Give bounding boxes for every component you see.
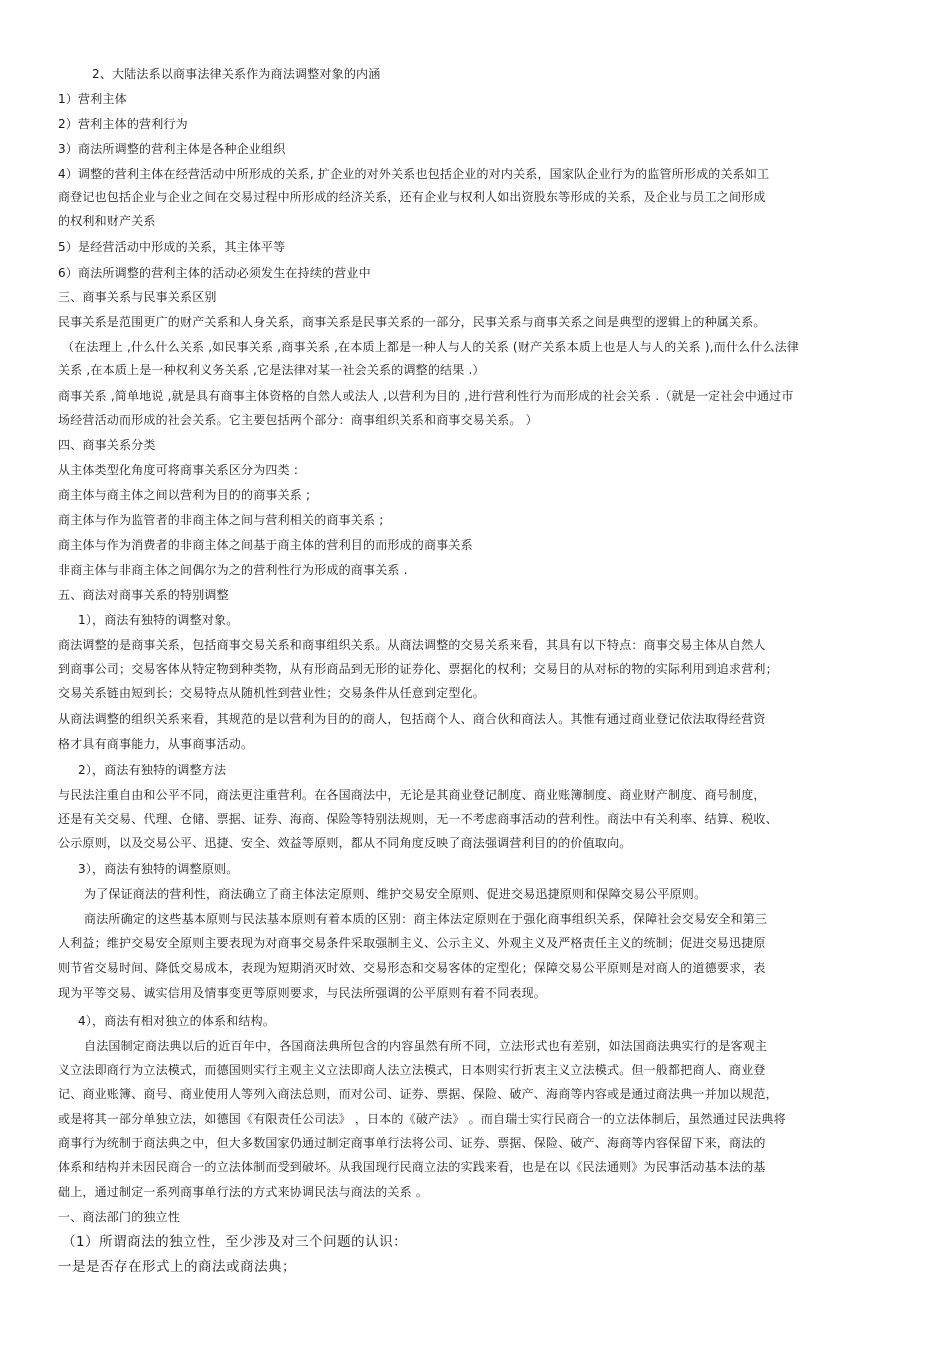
text-line: 商主体与作为消费者的非商主体之间基于商主体的营利目的而形成的商事关系 — [58, 538, 473, 552]
text-line: 2、大陆法系以商事法律关系作为商法调整对象的内涵 — [92, 67, 381, 81]
text-line: 人利益；维护交易安全原则主要表现为对商事交易条件采取强制主义、公示主义、外观主义及严格责任主义的统制；促进交易迅捷原 — [58, 936, 766, 950]
text-line: 从商法调整的组织关系来看，其规范的是以营利为目的的商人，包括商个人、商合伙和商法人。其惟有通过商业登记依法取得经营资 — [58, 712, 766, 726]
text-line: 础上，通过制定一系列商事单行法的方式来协调民法与商法的关系 。 — [58, 1185, 429, 1199]
text-line: 商事关系 ,简单地说 ,就是具有商事主体资格的自然人或法人 ,以营利为目的 ,进行营利性行为而形成的社会关系 .（就是一定社会中通过市 — [58, 389, 794, 403]
text-line: 关系 ,在本质上是一种权利义务关系 ,它是法律对某一社会关系的调整的结果 .） — [58, 363, 485, 377]
subsection-heading: 4），商法有相对独立的体系和结构。 — [78, 1014, 276, 1028]
text-line: 商主体与作为监管者的非商主体之间与营利相关的商事关系 ; — [58, 513, 384, 527]
text-line: 商法所确定的这些基本原则与民法基本原则有着本质的区别：商主体法定原则在于强化商事组织关系，保障社会交易安全和第三 — [84, 912, 768, 926]
text-line: （在法理上 ,什么什么关系 ,如民事关系 ,商事关系 ,在本质上都是一种人与人的关系 (财产关系本质上也是人与人的关系 ),而什么什么法律 — [62, 340, 800, 354]
text-line: 6）商法所调整的营利主体的活动必须发生在持续的营业中 — [58, 266, 371, 280]
text-line: 到商事公司；交易客体从特定物到种类物，从有形商品到无形的证券化、票据化的权利；交易目的从对标的物的实际利用到追求营利； — [58, 662, 778, 676]
section-heading: 三、商事关系与民事关系区别 — [58, 290, 217, 304]
text-line: 格才具有商事能力，从事商事活动。 — [58, 737, 254, 751]
section-heading: 一、商法部门的独立性 — [58, 1210, 181, 1224]
text-line: 从主体类型化角度可将商事关系区分为四类 : — [58, 463, 299, 477]
text-line: 交易关系链由短到长；交易特点从随机性到营业性；交易条件从任意到定型化。 — [58, 686, 486, 700]
text-line: 1）营利主体 — [58, 92, 127, 106]
text-line: 还是有关交易、代理、仓储、票据、证券、海商、保险等特别法规则，无一不考虑商事活动的营利性。商法中有关利率、结算、税收、 — [58, 812, 778, 826]
subsection-heading: 3），商法有独特的调整原则。 — [78, 862, 239, 876]
text-line: 2）营利主体的营利行为 — [58, 117, 188, 131]
text-line: 义立法即商行为立法模式，而德国则实行主观主义立法即商人法立法模式，日本则实行折衷主义立法模式。但一般都把商人、商业登 — [58, 1063, 766, 1077]
text-line: 4）调整的营利主体在经营活动中所形成的关系, 扩企业的对外关系也包括企业的对内关系，国家队企业行为的监管所形成的关系如工 — [58, 167, 770, 181]
text-line: 3）商法所调整的营利主体是各种企业组织 — [58, 142, 286, 156]
text-line: 商主体与商主体之间以营利为目的的商事关系 ; — [58, 488, 311, 502]
text-line: 为了保证商法的营利性，商法确立了商主体法定原则、维护交易安全原则、促进交易迅捷原则和保障交易公平原则。 — [84, 887, 707, 901]
text-line: 商事行为统制于商法典之中，但大多数国家仍通过制定商事单行法将公司、证券、票据、保险、破产、海商等内容保留下来，商法的 — [58, 1136, 766, 1150]
section-heading: 四、商事关系分类 — [58, 438, 156, 452]
subsection-heading: 2），商法有独特的调整方法 — [78, 763, 227, 777]
section-heading: 五、商法对商事关系的特别调整 — [58, 588, 229, 602]
text-line: 或是将其一部分单独立法，如德国《有限责任公司法》 ，日本的《破产法》 。而自瑞士实行民商合一的立法体制后，虽然通过民法典将 — [58, 1112, 786, 1126]
text-line: 场经营活动而形成的社会关系。它主要包括两个部分：商事组织关系和商事交易关系。 ） — [58, 413, 538, 427]
text-line: 与民法注重自由和公平不同，商法更注重营利。在各国商法中，无论是其商业登记制度、商业账簿制度、商业财产制度、商号制度， — [58, 788, 766, 802]
text-line: 公示原则，以及交易公平、迅捷、安全、效益等原则，都从不同角度反映了商法强调营利目的的价值取向。 — [58, 836, 632, 850]
text-line: 非商主体与非商主体之间偶尔为之的营利性行为形成的商事关系 . — [58, 563, 408, 577]
subsection-heading: 1），商法有独特的调整对象。 — [78, 613, 239, 627]
text-line: 记、商业账簿、商号、商业使用人等列入商法总则，而对公司、证券、票据、保险、破产、海商等内容或是通过商法典一并加以规范， — [58, 1087, 778, 1101]
text-line: （1）所谓商法的独立性，至少涉及对三个问题的认识： — [62, 1234, 408, 1250]
text-line: 现为平等交易、诚实信用及情事变更等原则要求，与民法所强调的公平原则有着不同表现。 — [58, 986, 547, 1000]
text-line: 一是是否存在形式上的商法或商法典； — [58, 1259, 296, 1275]
text-line: 自法国制定商法典以后的近百年中，各国商法典所包含的内容虽然有所不同，立法形式也有差别，如法国商法典实行的是客观主 — [84, 1039, 768, 1053]
text-line: 民事关系是范围更广的财产关系和人身关系，商事关系是民事关系的一部分，民事关系与商事关系之间是典型的逻辑上的种属关系。 — [58, 315, 766, 329]
text-line: 则节省交易时间、降低交易成本，表现为短期消灭时效、交易形态和交易客体的定型化；保障交易公平原则是对商人的道德要求，表 — [58, 961, 766, 975]
text-line: 5）是经营活动中形成的关系，其主体平等 — [58, 240, 286, 254]
text-line: 商法调整的是商事关系，包括商事交易关系和商事组织关系。从商法调整的交易关系来看，其具有以下特点：商事交易主体从自然人 — [58, 638, 766, 652]
text-line: 的权利和财产关系 — [58, 214, 156, 228]
text-line: 体系和结构并未因民商合一的立法体制而受到破坏。从我国现行民商立法的实践来看，也是在以《民法通则》为民事活动基本法的基 — [58, 1160, 766, 1174]
text-line: 商登记也包括企业与企业之间在交易过程中所形成的经济关系，还有企业与权利人如出资股东等形成的关系，及企业与员工之间形成 — [58, 190, 766, 204]
